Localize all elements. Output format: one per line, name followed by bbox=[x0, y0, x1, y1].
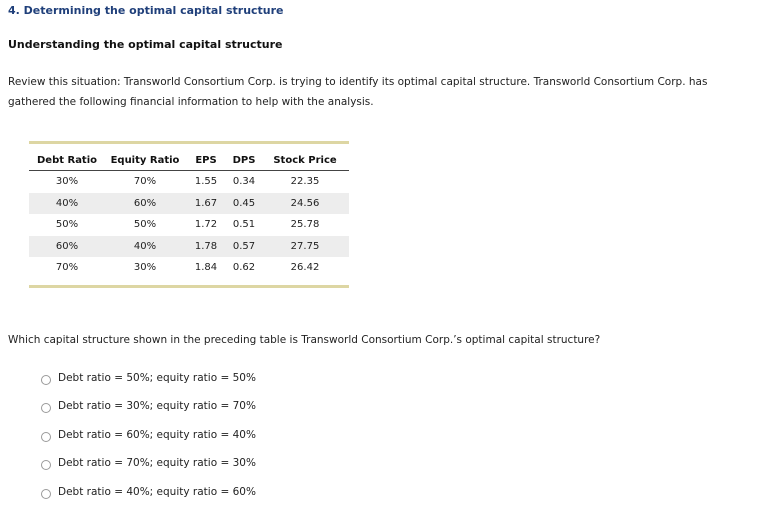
header-dps: DPS bbox=[227, 150, 261, 171]
table-row bbox=[29, 171, 349, 193]
header-stock-price: Stock Price bbox=[261, 150, 349, 171]
financial-table bbox=[29, 150, 349, 279]
table-row bbox=[29, 257, 349, 279]
header-eps: EPS bbox=[185, 150, 227, 171]
option-debt-60[interactable] bbox=[41, 428, 256, 442]
option-debt-30[interactable] bbox=[41, 399, 256, 413]
radio-button[interactable] bbox=[41, 432, 51, 442]
cell-stock-price: 26.42 bbox=[290, 262, 320, 274]
financial-table-container bbox=[29, 141, 349, 288]
cell-dps: 0.45 bbox=[227, 193, 261, 215]
header-equity-ratio: Equity Ratio bbox=[105, 150, 185, 171]
option-debt-70[interactable] bbox=[41, 456, 256, 470]
table-header-row bbox=[29, 150, 349, 171]
option-label: Debt ratio = 70%; equity ratio = 30% bbox=[58, 457, 256, 469]
option-debt-50[interactable] bbox=[41, 371, 256, 385]
question-title: 4. Determining the optimal capital structure bbox=[8, 4, 284, 17]
cell-stock-price: 27.75 bbox=[261, 236, 349, 258]
option-debt-40[interactable] bbox=[41, 485, 256, 499]
cell-equity-ratio: 60% bbox=[105, 193, 185, 215]
cell-stock-price: 22.35 bbox=[290, 176, 320, 188]
cell-eps: 1.84 bbox=[194, 262, 218, 274]
cell-equity-ratio: 30% bbox=[133, 262, 157, 274]
radio-button[interactable] bbox=[41, 460, 51, 470]
cell-equity-ratio: 70% bbox=[133, 176, 157, 188]
option-label: Debt ratio = 30%; equity ratio = 70% bbox=[58, 400, 256, 412]
cell-dps: 0.51 bbox=[232, 219, 256, 231]
cell-debt-ratio: 50% bbox=[55, 219, 79, 231]
cell-stock-price: 25.78 bbox=[290, 219, 320, 231]
cell-dps: 0.62 bbox=[232, 262, 256, 274]
table-row bbox=[29, 236, 349, 258]
section-title: Understanding the optimal capital structure bbox=[8, 38, 283, 51]
radio-button[interactable] bbox=[41, 375, 51, 385]
cell-eps: 1.78 bbox=[185, 236, 227, 258]
cell-debt-ratio: 70% bbox=[55, 262, 79, 274]
table-row bbox=[29, 193, 349, 215]
option-label: Debt ratio = 60%; equity ratio = 40% bbox=[58, 429, 256, 441]
table-row bbox=[29, 214, 349, 236]
option-label: Debt ratio = 50%; equity ratio = 50% bbox=[58, 372, 256, 384]
cell-equity-ratio: 50% bbox=[133, 219, 157, 231]
cell-stock-price: 24.56 bbox=[261, 193, 349, 215]
cell-debt-ratio: 60% bbox=[29, 236, 105, 258]
cell-dps: 0.57 bbox=[227, 236, 261, 258]
radio-button[interactable] bbox=[41, 403, 51, 413]
cell-debt-ratio: 40% bbox=[29, 193, 105, 215]
intro-paragraph: Review this situation: Transworld Consortium Corp. is trying to identify its optimal capital structure. Transworld Consortium Corp. has gathered the following financial information to help with the analysis. bbox=[8, 76, 708, 108]
cell-equity-ratio: 40% bbox=[105, 236, 185, 258]
cell-eps: 1.72 bbox=[194, 219, 218, 231]
cell-eps: 1.55 bbox=[194, 176, 218, 188]
question-prompt: Which capital structure shown in the preceding table is Transworld Consortium Corp.’s optimal capital structure? bbox=[8, 334, 601, 346]
cell-dps: 0.34 bbox=[232, 176, 256, 188]
cell-eps: 1.67 bbox=[185, 193, 227, 215]
header-debt-ratio: Debt Ratio bbox=[29, 150, 105, 171]
option-label: Debt ratio = 40%; equity ratio = 60% bbox=[58, 486, 256, 498]
radio-button[interactable] bbox=[41, 489, 51, 499]
cell-debt-ratio: 30% bbox=[55, 176, 79, 188]
